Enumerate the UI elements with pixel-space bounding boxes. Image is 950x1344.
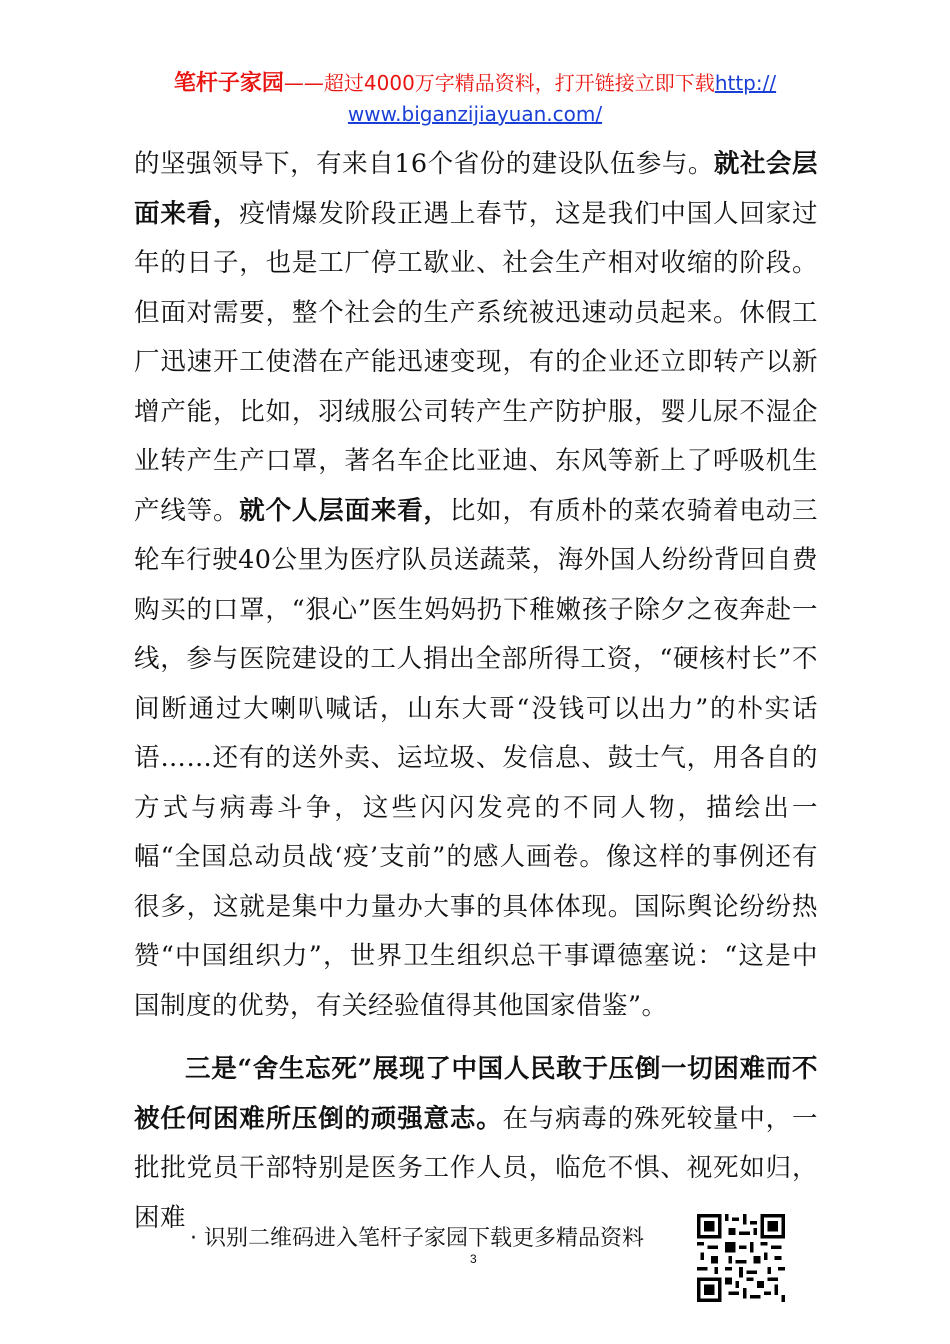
page-number: 3 <box>470 1252 477 1266</box>
header-tagline: ——超过4000万字精品资料，打开链接立即下载 <box>283 71 715 95</box>
text-run: 的坚强领导下，有来自16个省份的建设队伍参与。 <box>134 149 714 179</box>
download-link-part2[interactable]: www.biganzijiayuan.com/ <box>347 102 603 126</box>
footer-note: · 识别二维码进入笔杆子家园下载更多精品资料 <box>190 1226 644 1251</box>
bold-run: 三是“舍生忘死”展现了中国人民敢于压倒一切困难而不被任何困难所压倒的顽强意志。 <box>134 1054 818 1134</box>
download-link-part1[interactable]: http:// <box>714 71 777 95</box>
bold-run: 就个人层面来看， <box>239 495 450 526</box>
page-header <box>0 68 950 129</box>
document-body <box>134 140 818 1243</box>
paragraph-1 <box>134 140 818 1031</box>
bold-run: 就社会层面来看， <box>134 149 818 229</box>
brand-name: 笔杆子家园 <box>173 71 284 96</box>
text-run: 在与病毒的殊死较量中，一批批党员干部特别是医务工作人员，临危不惧、视死如归，困难 <box>134 1103 818 1233</box>
text-run: 疫情爆发阶段正遇上春节，这是我们中国人回家过年的日子，也是工厂停工歇业、社会生产相对收缩的阶段。但面对需要，整个社会的生产系统被迅速动员起来。休假工厂迅速开工使潜在产能迅速变现，有的企业还立即转产以新增产能，比如，羽绒服公司转产生产防护服，婴儿尿不湿企业转产生产口罩，著名车企比亚迪、东风等新上了呼吸机生产线等。 <box>134 198 818 526</box>
text-run: 比如，有质朴的菜农骑着电动三轮车行驶40公里为医疗队员送蔬菜，海外国人纷纷背回自费购买的口罩，“狠心”医生妈妈扔下稚嫩孩子除夕之夜奔赴一线，参与医院建设的工人捐出全部所得工资，“硬核村长”不间断通过大喇叭喊话，山东大哥“没钱可以出力”的朴实话语……还有的送外卖、运垃圾、发信息、鼓士气，用各自的方式与病毒斗争，这些闪闪发亮的不同人物，描绘出一幅“全国总动员战‘疫’支前”的感人画卷。像这样的事例还有很多，这就是集中力量办大事的具体体现。国际舆论纷纷热赞“中国组织力”，世界卫生组织总干事谭德塞说：“这是中国制度的优势，有关经验值得其他国家借鉴”。 <box>134 495 818 1021</box>
qr-code-icon[interactable] <box>697 1214 785 1302</box>
